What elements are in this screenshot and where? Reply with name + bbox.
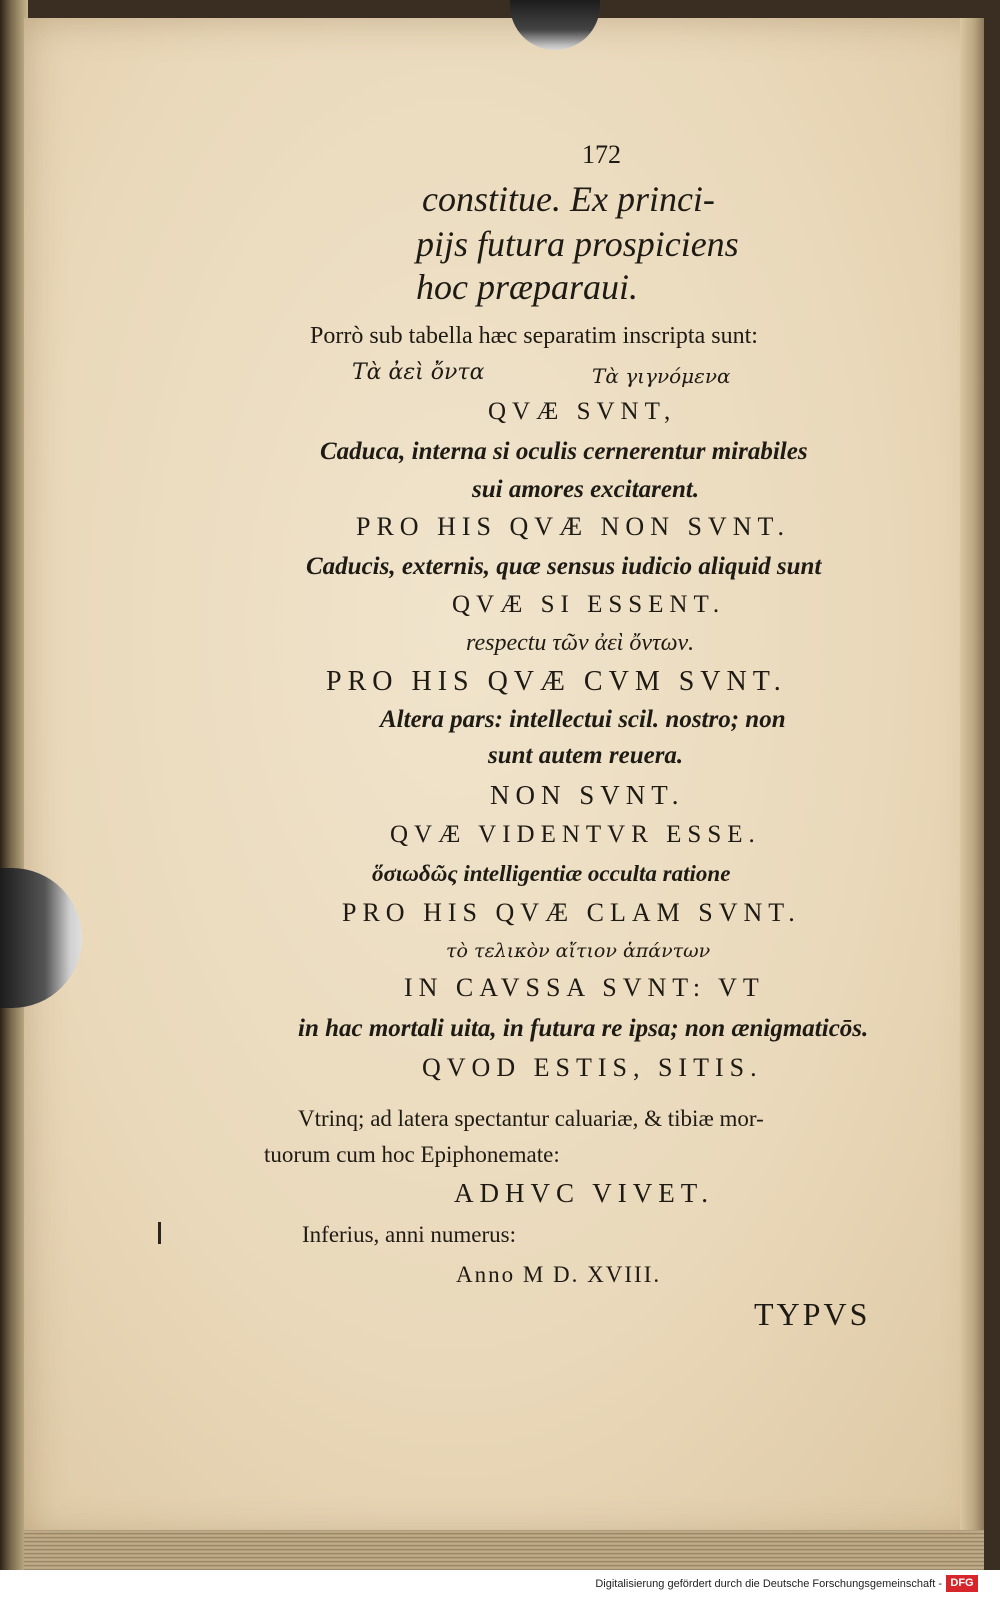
text-line-pro-his-2: PRO HIS QVÆ CVM SVNT. bbox=[326, 666, 787, 697]
text-line-quae-si-essent: QVÆ SI ESSENT. bbox=[452, 591, 726, 618]
greek-line-left: Tὰ ἀεὶ ὄντα bbox=[352, 360, 485, 385]
text-line-3: hoc præparaui. bbox=[416, 267, 639, 307]
text-line-non-sunt: NON SVNT. bbox=[490, 780, 685, 810]
text-line-11: Caducis, externis, quæ sensus iudicio aliquid sunt bbox=[306, 553, 822, 580]
text-line-in-caussa: IN CAVSSA SVNT: VT bbox=[404, 973, 765, 1002]
text-line-16: sunt autem reuera. bbox=[488, 742, 684, 769]
margin-tick bbox=[158, 1222, 161, 1244]
text-line-9: sui amores excitarent. bbox=[472, 476, 700, 503]
text-line-pro-his-1: PRO HIS QVÆ NON SVNT. bbox=[356, 512, 790, 541]
text-line-28: Inferius, anni numerus: bbox=[302, 1222, 516, 1247]
text-line-pro-his-3: PRO HIS QVÆ CLAM SVNT. bbox=[342, 898, 801, 927]
greek-line-telikon: τὸ τελικὸν αἴτιον ἁπάντων bbox=[446, 940, 711, 962]
text-line-1: constitue. Ex princi- bbox=[422, 179, 715, 219]
page-number: 172 bbox=[582, 140, 621, 169]
greek-line-right: Tὰ γιγνόμενα bbox=[592, 364, 731, 388]
text-line-adhuc-vivet: ADHVC VIVET. bbox=[454, 1178, 714, 1208]
text-line-quae-sunt: QVÆ SVNT, bbox=[488, 398, 677, 425]
text-line-2: pijs futura prospiciens bbox=[416, 224, 739, 264]
text-line-anno: Anno M D. XVIII. bbox=[456, 1262, 662, 1287]
dfg-logo: DFG bbox=[946, 1575, 978, 1592]
footer-credit: Digitalisierung gefördert durch die Deutsche Forschungsgemeinschaft - bbox=[595, 1578, 942, 1590]
footer-bar bbox=[0, 1570, 1000, 1599]
page-text bbox=[24, 18, 984, 1540]
catchword-typus: TYPVS bbox=[754, 1296, 871, 1332]
text-line-4: Porrò sub tabella hæc separatim inscripta sunt: bbox=[310, 323, 758, 349]
text-line-25: Vtrinq; ad latera spectantur caluariæ, & tibiæ mor- bbox=[298, 1106, 764, 1131]
text-line-quod-estis: QVOD ESTIS, SITIS. bbox=[422, 1053, 763, 1082]
text-line-26: tuorum cum hoc Epiphonemate: bbox=[264, 1142, 560, 1167]
text-line-15: Altera pars: intellectui scil. nostro; non bbox=[380, 706, 786, 733]
text-line-23: in hac mortali uita, in futura re ipsa; non ænigmaticōs. bbox=[298, 1015, 869, 1042]
book-page bbox=[24, 18, 984, 1540]
text-line-8: Caduca, interna si oculis cernerentur mirabiles bbox=[320, 438, 808, 465]
text-line-19: ὅσιωδῶς intelligentiæ occulta ratione bbox=[372, 861, 731, 886]
page-edge-bottom bbox=[24, 1530, 984, 1570]
text-line-quae-videntur: QVÆ VIDENTVR ESSE. bbox=[390, 821, 761, 848]
page-edge-right bbox=[960, 18, 984, 1538]
text-line-13: respectu τῶν ἀεὶ ὄντων. bbox=[466, 630, 695, 656]
